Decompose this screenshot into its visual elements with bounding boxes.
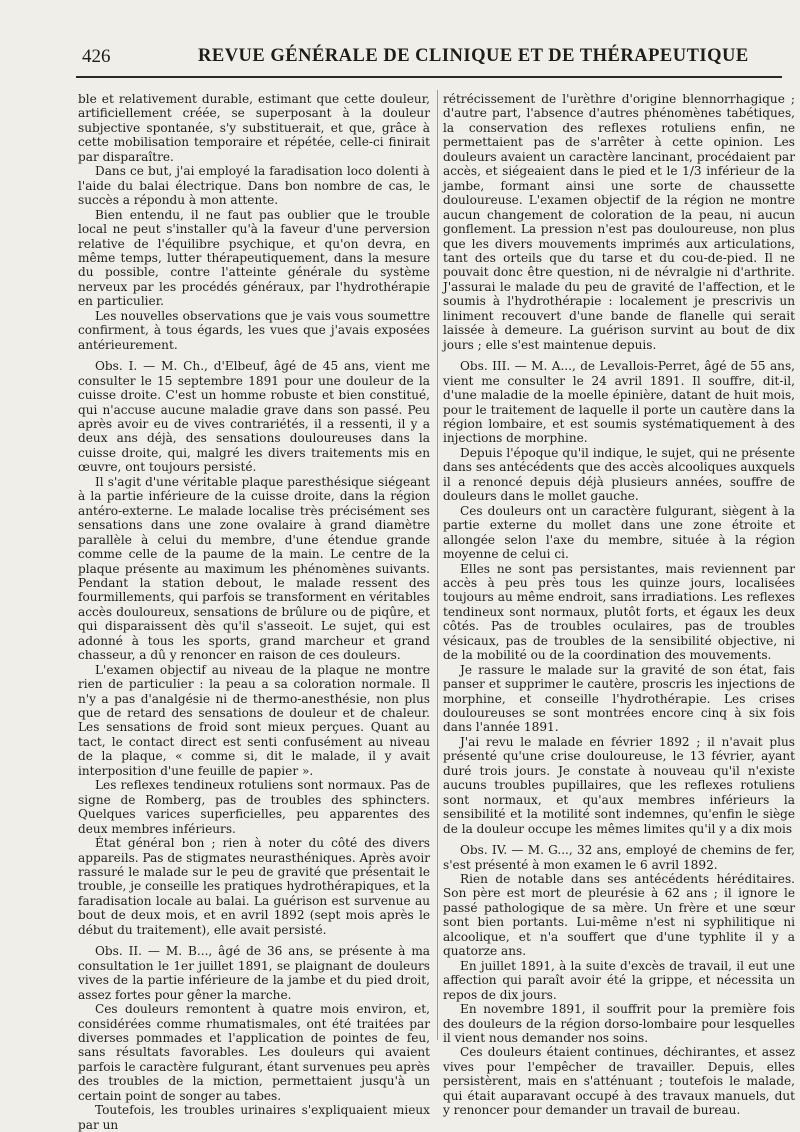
paragraph: Depuis l'époque qu'il indique, le sujet, qui ne présente dans ses antécédents que des accès alcooliques auxquels il a renoncé depuis déjà plusieurs années, souffre de douleurs dans le mollet gauche. bbox=[443, 445, 795, 504]
observation-paragraph: Obs. IV. — M. G..., 32 ans, employé de chemins de fer, s'est présenté à mon examen le 6 avril 1892. bbox=[443, 843, 795, 872]
paragraph: ble et relativement durable, estimant que cette douleur, artificiellement créée, se superposant à la douleur subjective spontanée, s'y substituerait, et que, grâce à cette mobilisation temporaire et répétée, celle-ci finirait par disparaître. bbox=[78, 92, 430, 164]
running-title: REVUE GÉNÉRALE DE CLINIQUE ET DE THÉRAPEUTIQUE bbox=[198, 46, 749, 66]
observation-paragraph: Obs. II. — M. B..., âgé de 36 ans, se présente à ma consultation le 1er juillet 1891, se plaignant de douleurs vives de la partie inférieure de la jambe et du pied droit, assez fortes pour gêner la marche. bbox=[78, 944, 430, 1002]
paragraph: Rien de notable dans ses antécédents héréditaires. Son père est mort de pleurésie à 62 ans ; il ignore le passé pathologique de sa mère. Un frère et une sœur sont bien portants. Lui-même n'est ni syphilitique ni alcoolique, et n'a souffert que d'une typhlite il y a quatorze ans. bbox=[443, 872, 795, 959]
paragraph: rétrécissement de l'urèthre d'origine blennorrhagique ; d'autre part, l'absence d'autres phénomènes tabétiques, la conservation des reflexes rotuliens enfin, ne permettaient pas de s'arrêter à cette opinion. Les douleurs avaient un caractère lancinant, procédaient par accès, et siégeaient dans le pied et le 1/3 inférieur de la jambe, formant ainsi une sorte de chaussette douloureuse. L'examen objectif de la région ne montre aucun changement de coloration de la peau, ni aucun gonflement. La pression n'est pas douloureuse, non plus que les divers mouvements imprimés aux articulations, tant des orteils que du tarse et du cou-de-pied. Il ne pouvait donc être question, ni de névralgie ni d'arthrite. J'assurai le malade du peu de gravité de l'affection, et le soumis à l'hydrothérapie : localement je prescrivis un liniment recouvert d'une bande de flanelle qui serait laissée à demeure. La guérison survint au bout de dix jours ; elle s'est maintenue depuis. bbox=[443, 92, 795, 352]
paragraph: Ces douleurs étaient continues, déchirantes, et assez vives pour l'empêcher de travailler. Depuis, elles persistèrent, mais en s'atténuant ; toutefois le malade, qui était auparavant occupé à des travaux manuels, dut y renoncer pour demander un travail de bureau. bbox=[443, 1045, 795, 1118]
paragraph: Ces douleurs remontent à quatre mois environ, et, considérées comme rhumatismales, ont été traitées par diverses pommades et l'application de pointes de feu, sans résultats favorables. Les douleurs qui avaient parfois le caractère fulgurant, étant survenues peu après des troubles de la miction, permettaient jusqu'à un certain point de songer au tabes. bbox=[78, 1002, 430, 1103]
paragraph: Il s'agit d'une véritable plaque paresthésique siégeant à la partie inférieure de la cuisse droite, dans la région antéro-externe. Le malade localise très précisément ses sensations dans une zone ovalaire à grand diamètre parallèle à celui du membre, d'une étendue grande comme celle de la paume de la main. Le centre de la plaque présente au maximum les phénomènes suivants. Pendant la station debout, le malade ressent des fourmillements, qui parfois se transforment en véritables accès douloureux, sensations de brûlure ou de piqûre, et qui disparaissent dès qu'il s'asseoit. Le sujet, qui est adonné à tous les sports, grand marcheur et grand chasseur, a dû y renoncer en raison de ces douleurs. bbox=[78, 474, 430, 663]
paragraph: En novembre 1891, il souffrit pour la première fois des douleurs de la région dorso-lombaire pour lesquelles il vient nous demander nos soins. bbox=[443, 1002, 795, 1045]
header-rule bbox=[76, 76, 782, 78]
right-column bbox=[443, 92, 795, 1118]
page-number: 426 bbox=[82, 46, 111, 67]
paragraph: L'examen objectif au niveau de la plaque ne montre rien de particulier : la peau a sa coloration normale. Il n'y a pas d'analgésie ni de thermo-anesthésie, non plus que de retard des sensations de douleur et de chaleur. Les sensations de froid sont mieux perçues. Quant au tact, le contact direct est senti confusément au niveau de la plaque, « comme si, dit le malade, il y avait interposition d'une feuille de papier ». bbox=[78, 662, 430, 778]
paragraph: Les nouvelles observations que je vais vous soumettre confirment, à tous égards, les vues que j'avais exposées antérieurement. bbox=[78, 308, 430, 352]
paragraph: Dans ce but, j'ai employé la faradisation loco dolenti à l'aide du balai électrique. Dans bon nombre de cas, le succès a répondu à mon attente. bbox=[78, 164, 430, 208]
paragraph: Bien entendu, il ne faut pas oublier que le trouble local ne peut s'installer qu'à la faveur d'une perversion relative de l'équilibre psychique, et qu'on devra, en même temps, lutter thérapeutiquement, dans la mesure du possible, contre l'atteinte générale du système nerveux par les procédés généraux, par l'hydrothérapie en particulier. bbox=[78, 207, 430, 309]
left-column bbox=[78, 92, 430, 1132]
paragraph: En juillet 1891, à la suite d'excès de travail, il eut une affection qui paraît avoir été la grippe, et nécessita un repos de dix jours. bbox=[443, 958, 795, 1002]
observation-paragraph: Obs. III. — M. A..., de Levallois-Perret, âgé de 55 ans, vient me consulter le 24 avril 1891. Il souffre, dit-il, d'une maladie de la moelle épinière, datant de huit mois, pour le traitement de laquelle il porte un cautère dans la région lombaire, et est soumis systématiquement à des injections de morphine. bbox=[443, 359, 795, 446]
paragraph: État général bon ; rien à noter du côté des divers appareils. Pas de stigmates neurasthéniques. Après avoir rassuré le malade sur le peu de gravité que présentait le trouble, je conseille les pratiques hydrothérapiques, et la faradisation locale au balai. La guérison est survenue au bout de deux mois, et en avril 1892 (sept mois après le début du traitement), elle avait persisté. bbox=[78, 836, 430, 937]
observation-paragraph: Obs. I. — M. Ch., d'Elbeuf, âgé de 45 ans, vient me consulter le 15 septembre 1891 pour une douleur de la cuisse droite. C'est un homme robuste et bien constitué, qui n'accuse aucune maladie grave dans son passé. Peu après avoir eu de vives contrariétés, il a ressenti, il y a deux ans déjà, des sensations douloureuses dans la cuisse droite, qui, malgré les divers traitements mis en œuvre, ont toujours persisté. bbox=[78, 359, 430, 475]
paragraph: Elles ne sont pas persistantes, mais reviennent par accès à peu près tous les quinze jours, localisées toujours au même endroit, sans irradiations. Les reflexes tendineux sont normaux, plutôt forts, et égaux les deux côtés. Pas de troubles oculaires, pas de troubles vésicaux, pas de troubles de la sensibilité objective, ni de la mobilité ou de la coordination des mouvements. bbox=[443, 561, 795, 663]
paragraph: Ces douleurs ont un caractère fulgurant, siègent à la partie externe du mollet dans une zone étroite et allongée selon l'axe du membre, située à la région moyenne de celui ci. bbox=[443, 503, 795, 562]
paragraph: Les reflexes tendineux rotuliens sont normaux. Pas de signe de Romberg, pas de troubles des sphincters. Quelques varices superficielles, peu apparentes des deux membres inférieurs. bbox=[78, 778, 430, 836]
running-header bbox=[70, 44, 790, 70]
column-divider bbox=[437, 90, 438, 1040]
paragraph: Je rassure le malade sur la gravité de son état, fais panser et supprimer le cautère, proscris les injections de morphine, et conseille l'hydrothérapie. Les crises douloureuses se sont montrées encore cinq à six fois dans l'année 1891. bbox=[443, 662, 795, 735]
paragraph: Toutefois, les troubles urinaires s'expliquaient mieux par un bbox=[78, 1103, 430, 1132]
paragraph: J'ai revu le malade en février 1892 ; il n'avait plus présenté qu'une crise douloureuse, le 13 février, ayant duré trois jours. Je constate à nouveau qu'il n'existe aucuns troubles pupillaires, que les reflexes rotuliens sont normaux, et qu'aux membres inférieurs la sensibilité et la motilité sont indemnes, qu'enfin le siège de la douleur occupe les mêmes limites qu'il y a dix mois bbox=[443, 734, 795, 836]
